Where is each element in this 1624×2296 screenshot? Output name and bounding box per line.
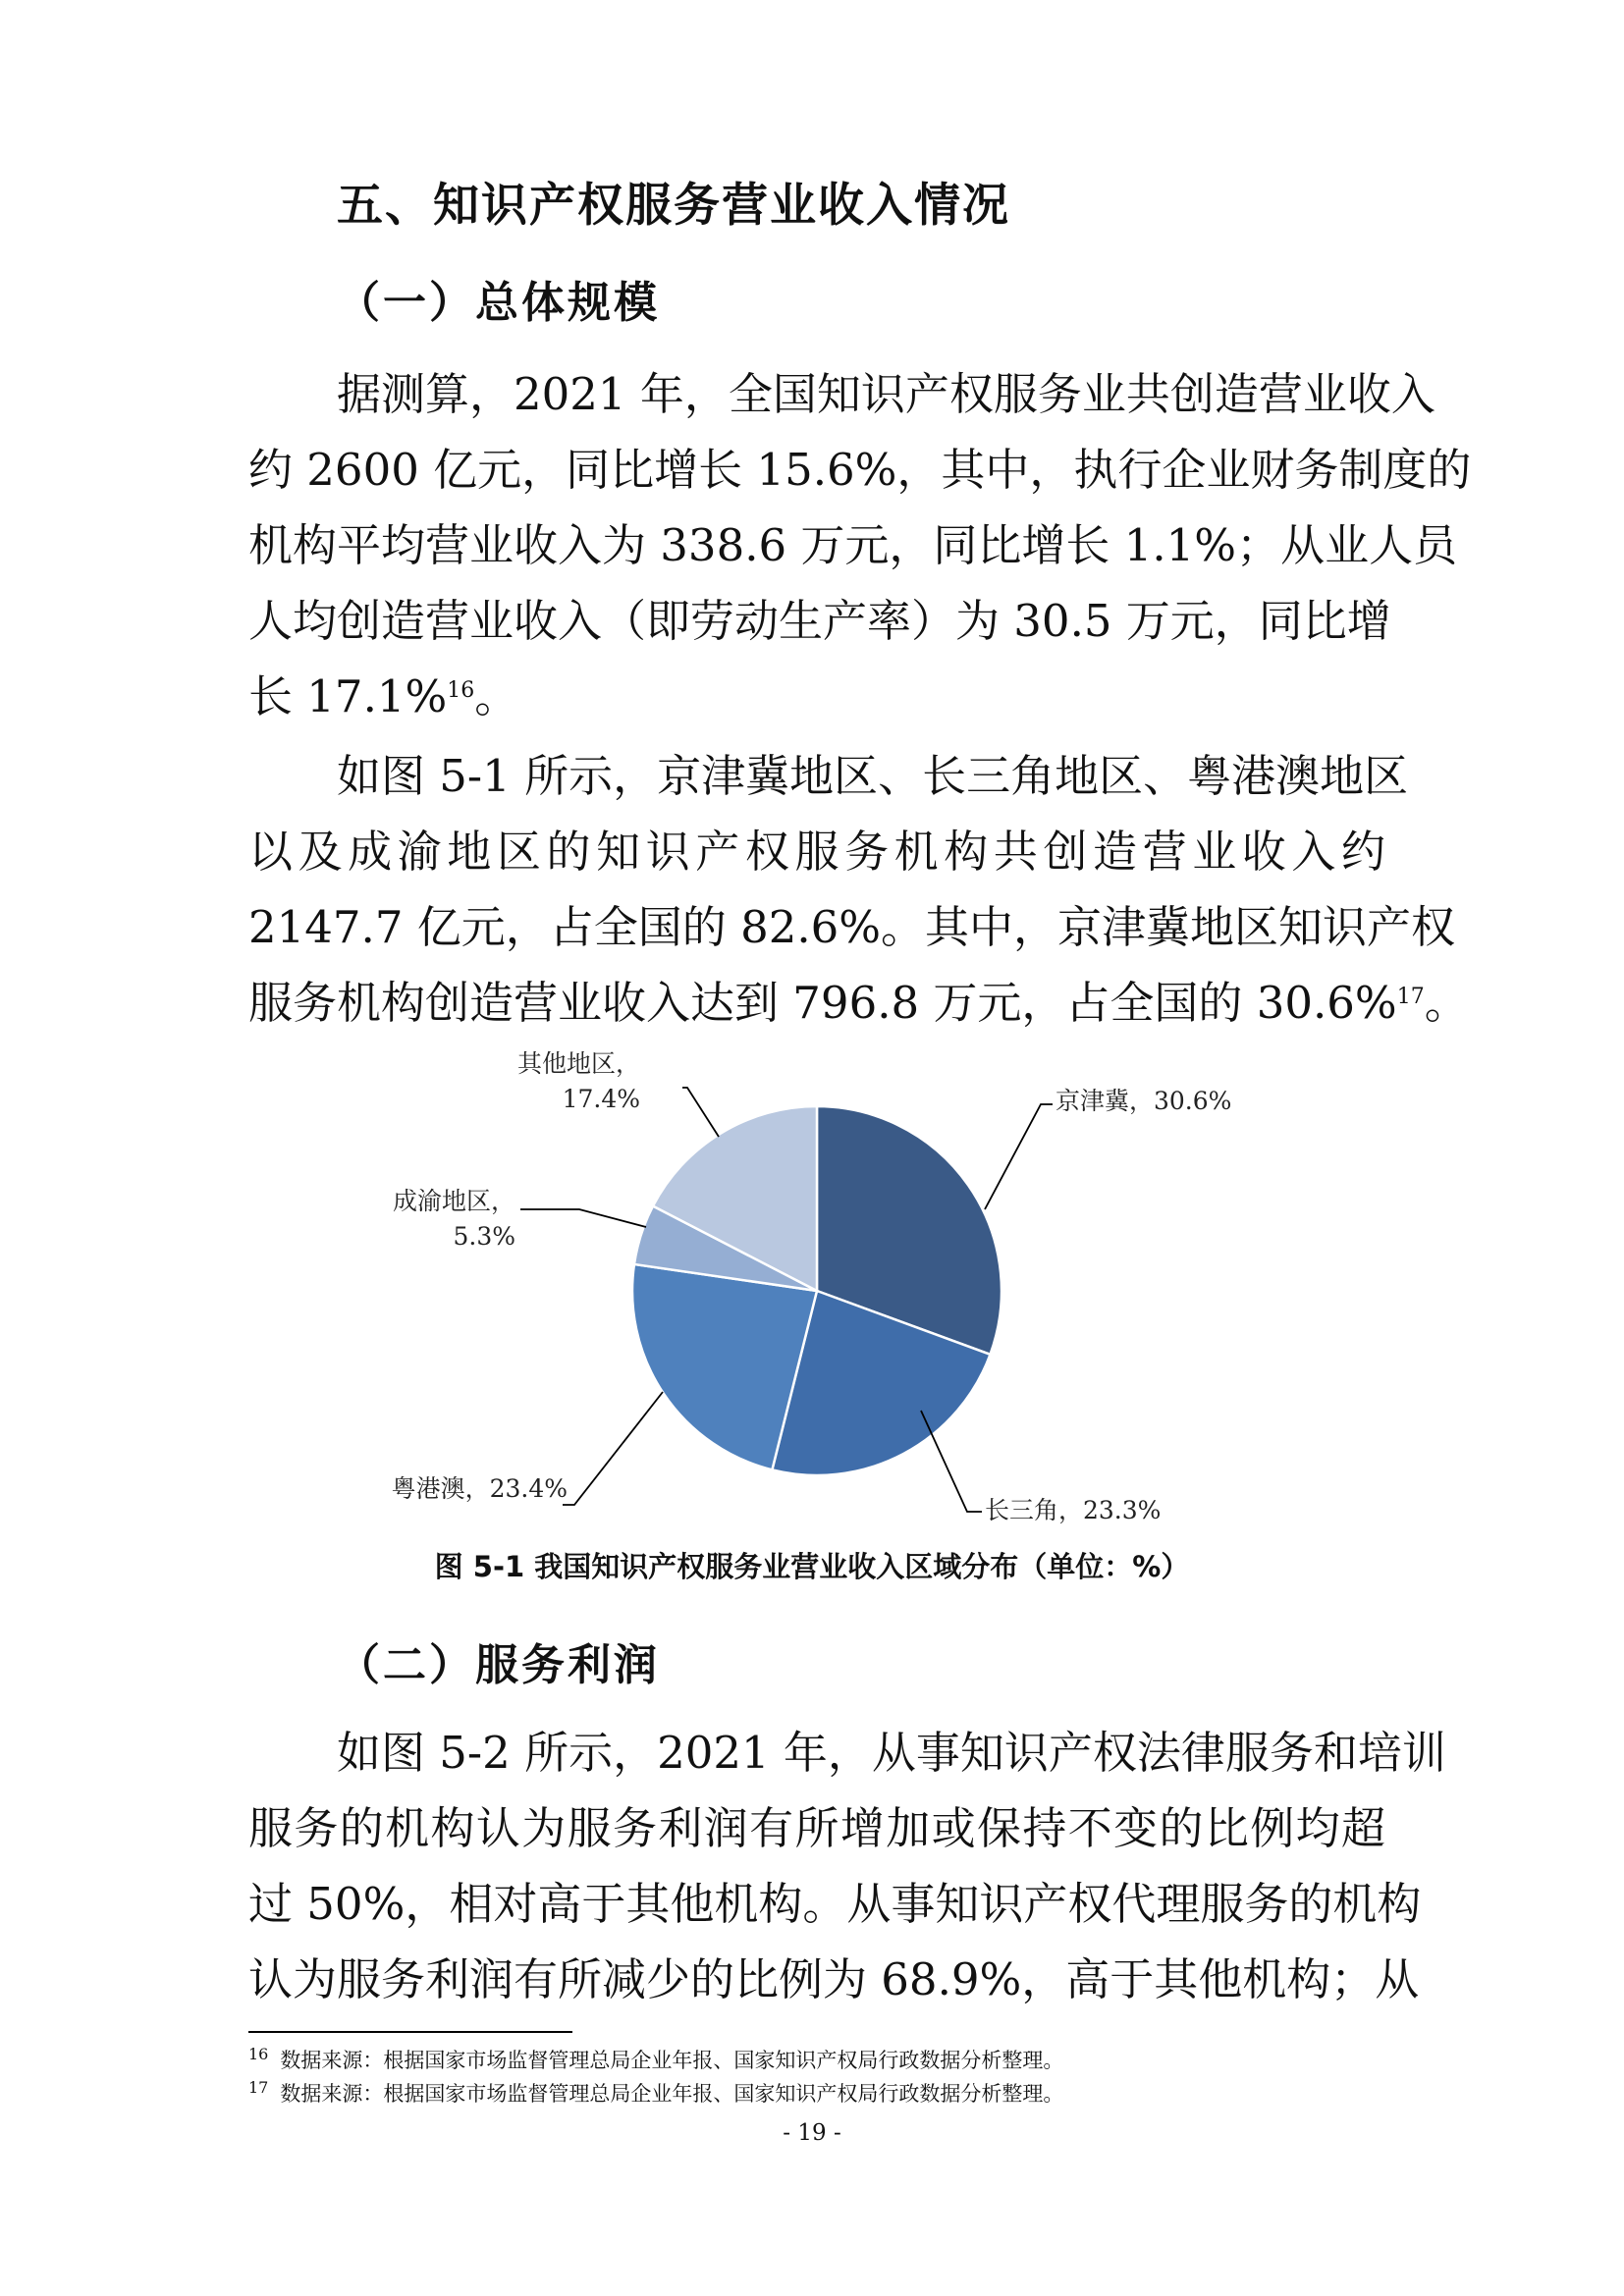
subsection-title-overall-scale: （一）总体规模 <box>337 278 660 328</box>
paragraph-service-profit <box>248 1715 1446 2017</box>
paragraph-line: 人均创造营业收入（即劳动生产率）为 30.5 万元，同比增 <box>248 595 1391 647</box>
footnote-ref[interactable]: 17 <box>1396 985 1425 1009</box>
paragraph-line: 如图 5-2 所示，2021 年，从事知识产权法律服务和培训 <box>337 1727 1446 1779</box>
pie-leader-line <box>520 1209 646 1227</box>
paragraph-line-text: 长 17.1% <box>248 670 448 722</box>
footnote-text: 数据来源：根据国家市场监督管理总局企业年报、国家知识产权局行政数据分析整理。 <box>280 2049 1064 2072</box>
pie-leader-line <box>985 1104 1053 1209</box>
paragraph-line: 以及成渝地区的知识产权服务机构共创造营业收入约 <box>248 826 1385 878</box>
pie-slices <box>632 1106 1001 1475</box>
paragraph-line-text: 服务机构创造营业收入达到 796.8 万元，占全国的 30.6% <box>248 977 1397 1029</box>
paragraph-line: 据测算，2021 年，全国知识产权服务业共创造营业收入 <box>337 368 1435 420</box>
footnote-divider <box>248 2031 572 2033</box>
footnote-17 <box>248 2078 1063 2108</box>
section-title: 五、知识产权服务营业收入情况 <box>337 179 1010 233</box>
paragraph-line-end: 。 <box>1424 977 1469 1029</box>
paragraph-line-end: 。 <box>474 670 519 722</box>
footnote-ref[interactable]: 16 <box>447 678 475 703</box>
pie-label: 其他地区， <box>516 1049 640 1078</box>
paragraph-line: 如图 5-1 所示，京津冀地区、长三角地区、粤港澳地区 <box>337 750 1409 802</box>
footnote-number: 16 <box>248 2045 269 2063</box>
footnote-number: 17 <box>248 2078 269 2097</box>
footnote-16 <box>248 2045 1063 2074</box>
pie-label: 17.4% <box>562 1085 640 1113</box>
paragraph-line: 过 50%，相对高于其他机构。从事知识产权代理服务的机构 <box>248 1878 1422 1930</box>
figure-caption: 图 5-1 我国知识产权服务业营业收入区域分布（单位：%） <box>434 1550 1190 1583</box>
paragraph-line: 约 2600 亿元，同比增长 15.6%，其中，执行企业财务制度的 <box>248 444 1472 496</box>
subsection-title-service-profit: （二）服务利润 <box>337 1640 660 1690</box>
pie-label: 成渝地区， <box>392 1187 515 1215</box>
paragraph-line: 机构平均营业收入为 338.6 万元，同比增长 1.1%；从业人员 <box>248 519 1458 571</box>
pie-leader-line <box>682 1088 719 1137</box>
footnote-text: 数据来源：根据国家市场监督管理总局企业年报、国家知识产权局行政数据分析整理。 <box>280 2082 1064 2106</box>
paragraph-line: 2147.7 亿元，占全国的 82.6%。其中，京津冀地区知识产权 <box>248 901 1456 953</box>
pie-leader-line <box>563 1392 663 1505</box>
pie-label: 5.3% <box>453 1222 515 1251</box>
pie-label: 京津冀，30.6% <box>1056 1087 1232 1115</box>
pie-label: 长三角，23.3% <box>985 1496 1162 1524</box>
paragraph-line: 服务的机构认为服务利润有所增加或保持不变的比例均超 <box>248 1802 1385 1854</box>
paragraph-line: 认为服务利润有所减少的比例为 68.9%，高于其他机构；从 <box>248 1953 1420 2005</box>
page-number: - 19 - <box>783 2120 841 2146</box>
pie-label: 粤港澳，23.4% <box>391 1474 568 1503</box>
